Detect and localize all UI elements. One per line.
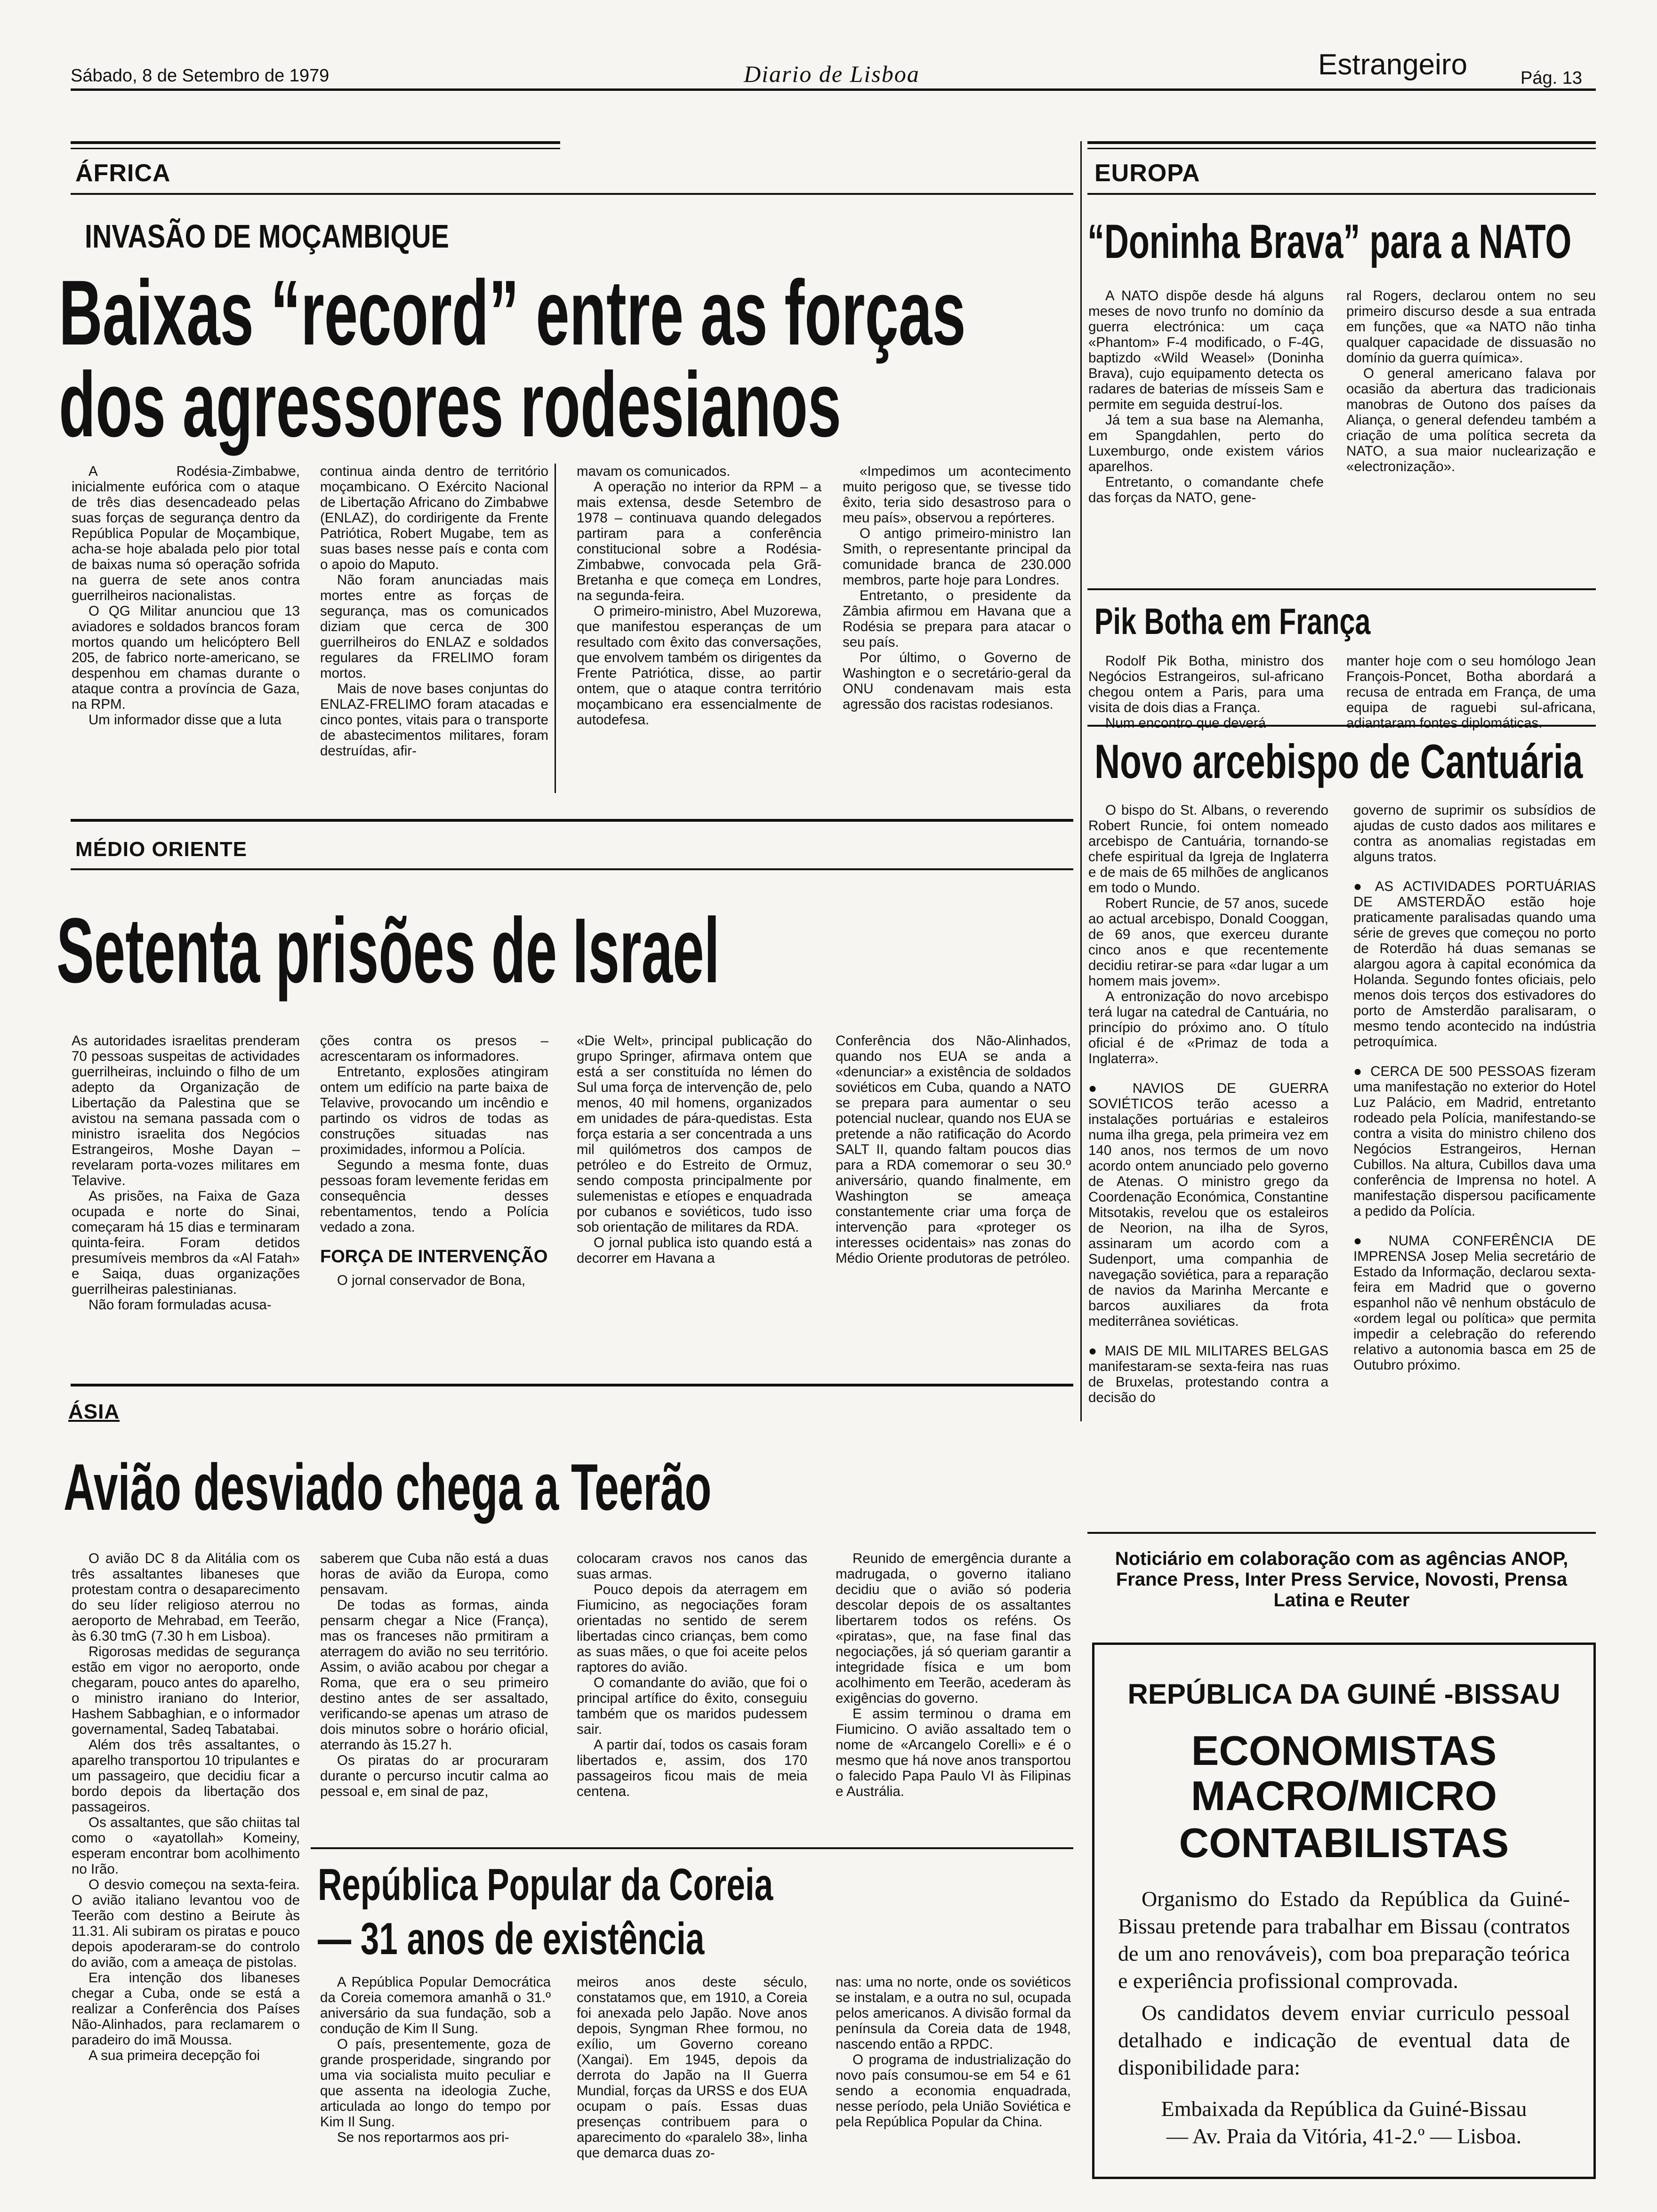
medio-rule-thin — [71, 868, 1073, 870]
masthead-paper-name: Diario de Lisboa — [744, 61, 920, 87]
medio-subhead: FORÇA DE INTERVENÇÃO — [320, 1247, 548, 1266]
cantuaria-rule — [1087, 725, 1596, 727]
medio-rule — [71, 819, 1073, 822]
ad-economists: ECONOMISTAS — [1191, 1727, 1497, 1774]
center-divider — [1080, 141, 1082, 1421]
ad-macro-micro: MACRO/MICRO — [1190, 1772, 1497, 1819]
africa-column-4: «Impedimos um acontecimento muito perigoso que, se tivesse tido êxito, teria sido desastroso para o meu país», observou a repórteres. O antigo primeiro-ministro Ian Smith, o representante principal da comunidade branca de 230.000 membros, parte hoje para Londres. Entretanto, o presidente da Zâmbia afirmou em Havana que a Rodésia se prepara para atacar o seu país. Por último, o Governo de Washington e o secretário-geral da ONU condenavam mais esta agressão dos racistas rodesianos. — [843, 464, 1071, 712]
ad-paragraph-2: Os candidatos devem enviar curriculo pessoal detalhado e indicação de eventual data de disponibilidade para: — [1118, 2001, 1570, 2079]
coreia-rule — [311, 1847, 1073, 1849]
cantuaria-column-2: governo de suprimir os subsídios de ajudas de custo dados aos militares e contra as anomalias registadas em alguns tratos. ● AS ACTIVIDADES PORTUÁRIAS DE AMSTERDÃO estão hoje praticamente paralisadas quando uma série de greves que começou no porto de Roterdão há duas semanas se alargou agora à capital económica da Holanda. Segundo fontes oficiais, pelo menos dois terços dos estivadores do porto de Amsterdão paralisaram, o mesmo tendo acontecido na indústria petroquímica. ● CERCA DE 500 PESSOAS fizeram uma manifestação no exterior do Hotel Luz Palácio, em Madrid, entretanto rodeado pela Polícia, manifestando-se contra a visita do ministro chileno dos Negócios Estrangeiros, Hernan Cubillos. Na altura, Cubillos dava uma conferência de Imprensa no hotel. A manifestação dispersou pacificamente a pedido da Polícia. ● NUMA CONFERÊNCIA DE IMPRENSA Josep Melia secretário de Estado da Informação, declarou sexta-feira em Madrid que o governo espanhol não vê nenhum obstáculo de «ordem legal ou política» que permita impedir a celebração do referendo relativo a autonomia basca em 25 de Outubro próximo. — [1353, 802, 1596, 1527]
medio-column-1: As autoridades israelitas prenderam 70 pessoas suspeitas de actividades guerrilheiras, incluindo o filho de um adepto da Organização de Libertação da Palestina que se avistou na semana passada com o ministro israelita dos Negócios Estrangeiros, Moshe Dayan – revelaram porta-vozes militares em Telavive. As prisões, na Faixa de Gaza ocupada e norte do Sinai, começaram há 15 dias e terminaram quinta-feira. Foram detidos presumíveis membros da «Al Fatah» e Saiqa, duas organizações guerrilheiras palestinianas. Não foram formuladas acusa- — [72, 1033, 300, 1313]
masthead-page-number: Pág. 13 — [1520, 68, 1582, 88]
coreia-column-2: meiros anos deste século, constatamos que, em 1910, a Coreia foi anexada pelo Japão. Nove anos depois, Syngman Rhee formou, no exílio, um Governo coreano (Xangai). Em 1945, depois da derrota do Japão na II Guerra Mundial, forças da URSS e dos EUA ocupam o país. Essas duas presenças contribuem para o aparecimento do «paralelo 38», linha que demarca duas zo- — [577, 1974, 807, 2161]
europa-section-label: EUROPA — [1094, 160, 1200, 187]
africa-column-divider — [555, 464, 556, 793]
masthead-rule — [71, 88, 1596, 91]
coreia-headline-line2: — 31 anos de existência — [318, 1914, 705, 1964]
africa-section-label: ÁFRICA — [75, 160, 171, 187]
ad-paragraph-1: Organismo do Estado da República da Guiné-Bissau pretende para trabalhar em Bissau (contratos de um ano renováveis), com boa preparação teórica e experiência profissional comprovada. — [1118, 1887, 1570, 1993]
cantuaria-column-1: O bispo do St. Albans, o reverendo Robert Runcie, foi ontem nomeado arcebispo de Cantuária, tornando-se chefe espiritual da Igreja de Inglaterra e de mais de 65 milhões de anglicanos em todo o Mundo. Robert Runcie, de 57 anos, sucede ao actual arcebispo, Donald Cooggan, de 69 anos, que exerceu durante cinco anos e que recentemente decidiu retirar-se para «dar lugar a um homem mais jovem». A entronização do novo arcebispo terá lugar na catedral de Cantuária, no princípio do próximo ano. O título oficial é de «Primaz de toda a Inglaterra». ● NAVIOS DE GUERRA SOVIÉTICOS terão acesso a instalações portuárias e estaleiros numa ilha grega, pela primeira vez em 140 anos, nos termos de um novo acordo ontem anunciado pelo governo de Atenas. O ministro grego da Coordenação Económica, Constantine Mitsotakis, revelou que os estaleiros de Neorion, na ilha de Syros, assinaram um acordo com a Sudenport, uma companhia de navegação soviética, para a reparação de navios da Marinha Mercante e barcos auxiliares da frota mediterrânea soviéticas. ● MAIS DE MIL MILITARES BELGAS manifestaram-se sexta-feira nas ruas de Bruxelas, protestando contra a decisão do — [1088, 802, 1328, 1527]
asia-column-4: Reunido de emergência durante a madrugada, o governo italiano decidiu que o avião só poderia descolar depois de os assaltantes libertarem todos os reféns. Os «piratas», que, na fase final das negociações, já só queriam garantir a integridade física e um bom acolhimento em Teerão, acederam às exigências do governo. E assim terminou o drama em Fiumicino. O avião assaltado tem o nome de «Arcangelo Corelli» e é o mesmo que há nove anos transportou o falecido Papa Paulo VI às Filipinas e Austrália. — [836, 1551, 1071, 1799]
asia-section-label: ÁSIA — [68, 1400, 120, 1423]
africa-headline-line2: dos agressores rodesianos — [59, 353, 841, 456]
masthead-section: Estrangeiro — [1318, 48, 1468, 81]
europa-headline: “Doninha Brava” para a NATO — [1087, 215, 1572, 268]
ad-address-2: — Av. Praia da Vitória, 41-2.º — Lisboa. — [1166, 2124, 1522, 2148]
coreia-column-1: A República Popular Democrática da Coreia comemora amanhã o 31.º aniversário da sua fundação, sob a condução de Kim Il Sung. O país, presentemente, goza de grande prosperidade, singrando por uma via socialista muito peculiar e que assenta na ideologia Zuche, articulada ao longo do tempo por Kim Il Sung. Se nos reportarmos aos pri- — [320, 1974, 551, 2145]
asia-rule — [71, 1384, 1073, 1387]
masthead-date: Sábado, 8 de Setembro de 1979 — [71, 66, 330, 86]
asia-headline: Avião desviado chega a Teerão — [64, 1450, 712, 1524]
africa-column-3: mavam os comunicados. A operação no interior da RPM – a mais extensa, desde Setembro de 1978 – continuava quando delegados partiram para a conferência constitucional sobre a Rodésia-Zimbabwe, convocada pela Grã-Bretanha e que começa em Londres, na segunda-feira. O primeiro-ministro, Abel Muzorewa, que manifestou esperanças de um resultado com êxito das conversações, que envolvem também os dirigentes da Frente Patriótica, disse, ao partir ontem, que o ataque contra território moçambicano era essencialmente de autodefesa. — [577, 464, 821, 728]
europa-rule — [1087, 141, 1596, 149]
botha-column-2: manter hoje com o seu homólogo Jean François-Poncet, Botha abordará a recusa de entrada em França, de uma equipa de raguebi sul-africana, adiantaram fontes diplomáticas. — [1346, 653, 1596, 731]
europa-rule-thin — [1087, 193, 1596, 195]
credits-rule — [1087, 1532, 1596, 1534]
europa-column-1: A NATO dispõe desde há alguns meses de novo trunfo no domínio da guerra electrónica: um caça «Phantom» F-4 modificado, o F-4G, baptizdo «Wild Weasel» (Doninha Brava), cujo equipamento detecta os radares de baterias de mísseis Sam e permite em seguida destruí-los. Já tem a sua base na Alemanha, em Spangdahlen, perto do Luxemburgo, onde existem vários aparelhos. Entretanto, o comandante chefe das forças da NATO, gene- — [1088, 288, 1324, 505]
africa-headline-line1: Baixas “record” entre as forças — [59, 261, 966, 364]
medio-column-2: ções contra os presos – acrescentaram os informadores. Entretanto, explosões atingiram ontem um edifício na parte baixa de Telavive, provocando um incêndio e partindo os vidros de todas as construções situadas nas proximidades, informou a Polícia. Segundo a mesma fonte, duas pessoas foram levemente feridas em consequência desses rebentamentos, tendo a Polícia vedado a zona. FORÇA DE INTERVENÇÃO O jornal conservador de Bona, — [320, 1033, 548, 1288]
medio-column-4: Conferência dos Não-Alinhados, quando nos EUA se anda a «denunciar» a existência de soldados soviéticos em Cuba, quando a NATO se prepara para aumentar o seu potencial nuclear, quando nos EUA se pretende a não ratificação do Acordo SALT II, quando faltam poucos dias para a RDA comemorar o seu 30.º aniversário, quando finalmente, em Washington se ameaça constantemente criar uma força de intervenção para «proteger os interesses ocidentais» nas zonas do Médio Oriente produtoras de petróleo. — [836, 1033, 1071, 1266]
botha-column-1: Rodolf Pik Botha, ministro dos Negócios Estrangeiros, sul-africano chegou ontem a Paris, para uma visita de dois dias a França. Num encontro que deverá — [1088, 653, 1324, 731]
ad-country-title: REPÚBLICA DA GUINÉ -BISSAU — [1127, 1678, 1560, 1710]
medio-column-3: «Die Welt», principal publicação do grupo Springer, afirmava ontem que está a ser constituída no lémen do Sul uma força de intervenção de, pelo menos, 40 mil homens, organizados em unidades de pára-quedistas. Esta força estaria a ser concentrada a uns mil quilómetros dos campos de petróleo e do Estreito de Ormuz, sendo composta principalmente por sulemenistas e etíopes e enquadrada por cubanos e soviéticos, tudo isso sob orientação de militares da RDA. O jornal publica isto quando está a decorrer em Havana a — [577, 1033, 812, 1266]
africa-kicker: INVASÃO DE MOÇAMBIQUE — [85, 218, 449, 255]
europa-column-2: ral Rogers, declarou ontem no seu primeiro discurso desde a sua entrada em funções, que «a NATO não tinha qualquer capacidade de dissuasão no domínio da guerra química». O general americano falava por ocasião da abertura das tradicionais manobras de Outono dos países da Aliança, o general defendeu também a criação de uma política secreta da NATO, a sua maior nuclearização e «electronização». — [1346, 288, 1596, 474]
coreia-column-3: nas: uma no norte, onde os soviéticos se instalam, e a outra no sul, ocupada pelos americanos. A divisão formal da península da Coreia data de 1948, nascendo então a RPDC. O programa de industrialização do novo país consumou-se em 54 e 61 sendo a economia enquadrada, nesse período, pela União Soviética e pela República Popular da China. — [836, 1974, 1071, 2130]
africa-column-2: continua ainda dentro de território moçambicano. O Exército Nacional de Libertação Africano do Zimbabwe (ENLAZ), do cordirigente da Frente Patriótica, Robert Mugabe, tem as suas bases nesse país e conta com o apoio do Maputo. Não foram anunciadas mais mortes entre as forças de segurança, mas os comunicados diziam que cerca de 300 guerrilheiros do ENLAZ e soldados regulares da FRELIMO foram mortos. Mais de nove bases conjuntas do ENLAZ-FRELIMO foram atacadas e cinco pontes, vitais para o transporte de abastecimentos militares, foram destruídas, afir- — [320, 464, 548, 759]
agency-credits: Noticiário em colaboração com as agências ANOP, France Press, Inter Press Service, Novosti, Prensa Latina e Reuter — [1115, 1548, 1569, 1611]
asia-column-1: O avião DC 8 da Alitália com os três assaltantes libaneses que protestam contra o desaparecimento do seu líder religioso aterrou no aeroporto de Mehrabad, em Teerão, às 6.30 tmG (7.30 h em Lisboa). Rigorosas medidas de segurança estão em vigor no aeroporto, onde chegaram, pouco antes do aparelho, o ministro iraniano do Interior, Hashem Sabbaghian, e o informador governamental, Sadeq Tabatabai. Além dos três assaltantes, o aparelho transportou 10 tripulantes e um passageiro, que decidiu ficar a bordo depois da libertação dos passageiros. Os assaltantes, que são chiitas tal como o «ayatollah» Komeiny, esperam encontrar bom acolhimento no Irão. O desvio começou na sexta-feira. O avião italiano levantou voo de Teerão com destino a Beirute às 11.31. Ali subiram os piratas e pouco depois apoderaram-se do controlo do avião, com a ameaça de pistolas. Era intenção dos libaneses chegar a Cuba, onde se está a realizar a Conferência dos Países Não-Alinhados, para reclamarem o paradeiro do imã Moussa. A sua primeira decepção foi — [72, 1551, 300, 2063]
africa-rule — [71, 141, 560, 149]
medio-headline: Setenta prisões de Israel — [56, 899, 720, 1002]
coreia-headline-line1: República Popular da Coreia — [318, 1859, 773, 1910]
asia-column-3: colocaram cravos nos canos das suas armas. Pouco depois da aterragem em Fiumicino, as negociações foram orientadas no sentido de serem libertadas cinco crianças, bem como as suas mães, o que foi aceite pelos raptores do avião. O comandante do avião, que foi o principal artífice do êxito, conseguiu também que os maridos pudessem sair. A partir daí, todos os casais foram libertados e, assim, dos 170 passageiros ficou mais de meia centena. — [577, 1551, 807, 1799]
africa-column-1: A Rodésia-Zimbabwe, inicialmente eufórica com o ataque de três dias desencadeado pelas suas forças de segurança dentro da República Popular de Moçambique, acha-se hoje abalada pelo pior total de baixas numa só operação sofrida na guerra de sete anos contra guerrilheiros nacionalistas. O QG Militar anunciou que 13 aviadores e soldados brancos foram mortos quando um helicóptero Bell 205, de fabrico norte-americano, se despenhou em chamas durante o ataque contra a província de Gaza, na RPM. Um informador disse que a luta — [72, 464, 300, 728]
cantuaria-headline: Novo arcebispo de Cantuária — [1094, 735, 1583, 788]
guinea-bissau-job-ad — [1092, 1643, 1596, 2179]
africa-rule-thin — [71, 193, 1073, 195]
medio-section-label: MÉDIO ORIENTE — [75, 838, 248, 861]
ad-address-1: Embaixada da República da Guiné-Bissau — [1161, 2097, 1527, 2121]
ad-accountants: CONTABILISTAS — [1179, 1819, 1509, 1866]
botha-headline: Pik Botha em França — [1094, 601, 1371, 642]
botha-rule — [1087, 588, 1596, 590]
asia-column-2: saberem que Cuba não está a duas horas de avião da Europa, como pensavam. De todas as formas, ainda pensarm chegar a Nice (França), mas os franceses não prmitiram a aterragem do avião no seu território. Assim, o avião acabou por chegar a Roma, que era o seu primeiro destino antes de ser assaltado, verificando-se apenas um atraso de dois minutos sobre o horário oficial, aterrando às 15.27 h. Os piratas do ar procuraram durante o percurso incutir calma ao pessoal e, em sinal de paz, — [320, 1551, 548, 1799]
